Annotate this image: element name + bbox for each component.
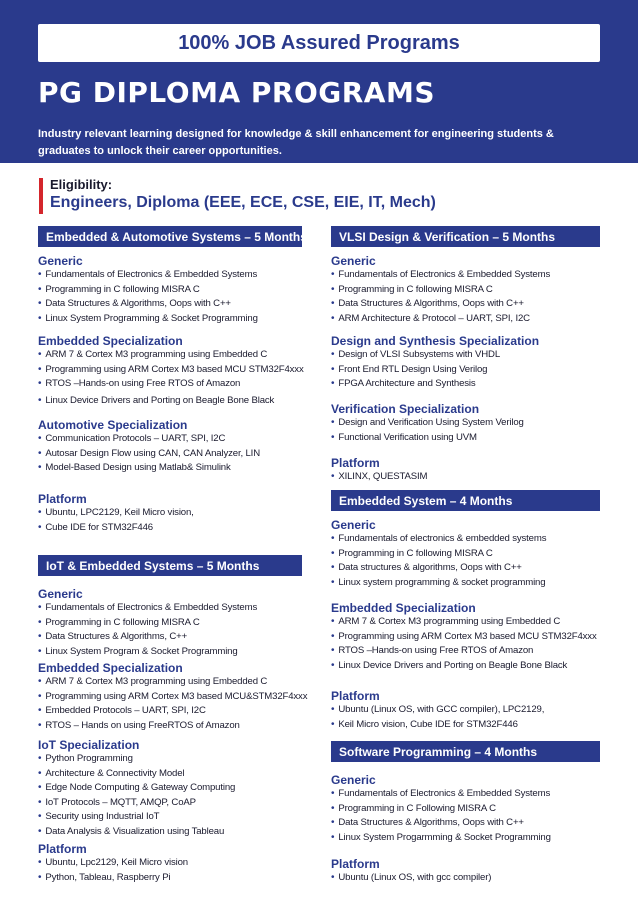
section-software-platform — [331, 857, 491, 886]
section-heading: Platform — [38, 492, 87, 506]
list-item: • ARM 7 & Cortex M3 programming using Embedded C — [38, 348, 304, 363]
list-item: • Keil Micro vision, Cube IDE for STM32F446 — [331, 718, 544, 733]
section-heading: Generic — [38, 254, 83, 268]
program-title: Embedded & Automotive Systems – 5 Months — [46, 229, 307, 244]
list-item: • Ubuntu, Lpc2129, Keil Micro vision — [38, 856, 188, 871]
section-heading: Verification Specialization — [331, 402, 480, 416]
program-title: IoT & Embedded Systems – 5 Months — [46, 558, 260, 573]
list-item: • IoT Protocols – MQTT, AMQP, CoAP — [38, 796, 235, 811]
section-heading: Embedded Specialization — [331, 601, 476, 615]
section-vlsi-generic — [331, 254, 550, 326]
list-item: • Fundamentals of Electronics & Embedded Systems — [38, 268, 258, 283]
list-item: • Programming in C following MISRA C — [331, 547, 546, 562]
list-item: • RTOS –Hands-on using Free RTOS of Amazon — [38, 377, 304, 392]
list-item: • Programming in C Following MISRA C — [331, 802, 551, 817]
job-assured-text: 100% JOB Assured Programs — [178, 31, 460, 54]
section-heading: Generic — [331, 254, 376, 268]
program-header-embedded-automotive — [38, 226, 307, 247]
list-item: • RTOS –Hands-on using Free RTOS of Amazon — [331, 644, 597, 659]
list-item: • RTOS – Hands on using FreeRTOS of Amazon — [38, 719, 307, 734]
section-heading: Platform — [331, 689, 380, 703]
section-software-generic — [331, 773, 551, 845]
section-vlsi-verification — [331, 402, 524, 445]
section-heading: Embedded Specialization — [38, 334, 183, 348]
list-item: • Python Programming — [38, 752, 235, 767]
section-embedded-auto-generic — [38, 254, 258, 326]
list-item: • Functional Verification using UVM — [331, 431, 524, 446]
list-item: • Programming in C following MISRA C — [38, 283, 258, 298]
page-subtitle: Industry relevant learning designed for knowledge & skill enhancement for engineering students & graduates to unlock their career opportunities. — [38, 128, 554, 157]
section-heading: Embedded Specialization — [38, 661, 183, 675]
list-item: • Fundamentals of Electronics & Embedded Systems — [331, 268, 550, 283]
program-header-iot — [38, 555, 302, 576]
list-item: • Data Structures & Algorithms, Oops with C++ — [331, 297, 550, 312]
program-title: VLSI Design & Verification – 5 Months — [339, 229, 556, 244]
list-item: • Linux Device Drivers and Porting on Beagle Bone Black — [331, 659, 597, 674]
job-assured-banner — [38, 24, 600, 62]
section-heading: Platform — [331, 857, 380, 871]
section-heading: Generic — [331, 518, 376, 532]
list-item: • XILINX, QUESTASIM — [331, 470, 427, 485]
list-item: • ARM Architecture & Protocol – UART, SPI, I2C — [331, 312, 550, 327]
list-item: • ARM 7 & Cortex M3 programming using Embedded C — [331, 615, 597, 630]
list-item: • Ubuntu (Linux OS, with gcc compiler) — [331, 871, 491, 886]
list-item: • Design of VLSI Subsystems with VHDL — [331, 348, 539, 363]
list-item: • Data structures & algorithms, Oops with C++ — [331, 561, 546, 576]
section-vlsi-platform — [331, 456, 427, 485]
section-iot-embedded — [38, 661, 307, 733]
program-title: Software Programming – 4 Months — [339, 744, 538, 759]
list-item: • Programming using ARM Cortex M3 based MCU STM32F4xxx — [38, 363, 304, 378]
list-item: • Embedded Protocols – UART, SPI, I2C — [38, 704, 307, 719]
list-item: • Linux System Programming & Socket Programming — [38, 312, 258, 327]
eligibility-value: Engineers, Diploma (EEE, ECE, CSE, EIE, IT, Mech) — [50, 194, 436, 211]
list-item: • Design and Verification Using System Verilog — [331, 416, 524, 431]
section-heading: Generic — [38, 587, 83, 601]
program-header-software — [331, 741, 600, 762]
list-item: • Programming in C following MISRA C — [331, 283, 550, 298]
section-heading: Platform — [331, 456, 380, 470]
section-embedded-system-embedded — [331, 601, 597, 673]
section-embedded-auto-embedded — [38, 334, 304, 408]
list-item: • Front End RTL Design Using Verilog — [331, 363, 539, 378]
list-item: • Fundamentals of Electronics & Embedded Systems — [331, 787, 551, 802]
header-banner — [0, 0, 638, 163]
section-embedded-auto-platform — [38, 492, 194, 535]
list-item: • Autosar Design Flow using CAN, CAN Analyzer, LIN — [38, 447, 260, 462]
list-item: • FPGA Architecture and Synthesis — [331, 377, 539, 392]
section-heading: Generic — [331, 773, 376, 787]
program-header-embedded-system — [331, 490, 600, 511]
list-item: • Python, Tableau, Raspberry Pi — [38, 871, 188, 886]
program-header-vlsi — [331, 226, 600, 247]
section-heading: Platform — [38, 842, 87, 856]
list-item: • Ubuntu (Linux OS, with GCC compiler), LPC2129, — [331, 703, 544, 718]
list-item: • Data Structures & Algorithms, Oops with C++ — [331, 816, 551, 831]
eligibility-label: Eligibility: — [50, 177, 113, 192]
list-item: • Cube IDE for STM32F446 — [38, 521, 194, 536]
section-embedded-system-platform — [331, 689, 544, 732]
program-title: Embedded System – 4 Months — [339, 493, 513, 508]
list-item: • Linux Device Drivers and Porting on Beagle Bone Black — [38, 394, 304, 409]
list-item: • ARM 7 & Cortex M3 programming using Embedded C — [38, 675, 307, 690]
section-iot-specialization — [38, 738, 235, 839]
list-item: • Communication Protocols – UART, SPI, I2C — [38, 432, 260, 447]
list-item: • Data Structures & Algorithms, Oops with C++ — [38, 297, 258, 312]
list-item: • Linux System Program & Socket Programming — [38, 645, 257, 660]
section-heading: IoT Specialization — [38, 738, 140, 752]
list-item: • Fundamentals of electronics & embedded systems — [331, 532, 546, 547]
list-item: • Fundamentals of Electronics & Embedded Systems — [38, 601, 257, 616]
list-item: • Data Structures & Algorithms, C++ — [38, 630, 257, 645]
section-iot-platform — [38, 842, 188, 885]
section-vlsi-design — [331, 334, 539, 392]
list-item: • Linux System Progarmming & Socket Programming — [331, 831, 551, 846]
list-item: • Programming using ARM Cortex M3 based MCU STM32F4xxx — [331, 630, 597, 645]
list-item: • Architecture & Connectivity Model — [38, 767, 235, 782]
section-embedded-auto-automotive — [38, 418, 260, 476]
eligibility-accent-bar — [39, 178, 43, 214]
section-iot-generic — [38, 587, 257, 659]
page-title: PG DIPLOMA PROGRAMS — [38, 76, 435, 109]
list-item: • Ubuntu, LPC2129, Keil Micro vision, — [38, 506, 194, 521]
list-item: • Linux system programming & socket programming — [331, 576, 546, 591]
section-heading: Design and Synthesis Specialization — [331, 334, 540, 348]
section-heading: Automotive Specialization — [38, 418, 188, 432]
list-item: • Programming in C following MISRA C — [38, 616, 257, 631]
list-item: • Data Analysis & Visualization using Tableau — [38, 825, 235, 840]
list-item: • Security using Industrial IoT — [38, 810, 235, 825]
section-embedded-system-generic — [331, 518, 546, 590]
list-item: • Programming using ARM Cortex M3 based MCU&STM32F4xxx — [38, 690, 307, 705]
list-item: • Model-Based Design using Matlab& Simulink — [38, 461, 260, 476]
list-item: • Edge Node Computing & Gateway Computing — [38, 781, 235, 796]
